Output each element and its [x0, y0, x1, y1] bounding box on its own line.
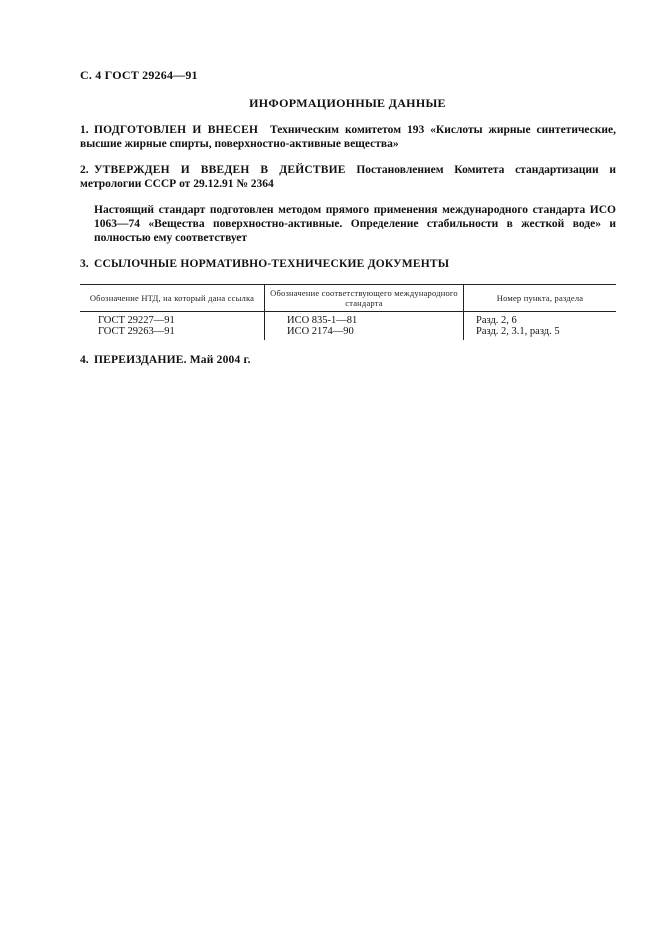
item-number: 1. [80, 124, 89, 136]
item-approved [80, 163, 616, 191]
references-table [80, 284, 616, 340]
header-ntd: Обозначение НТД, на который дана ссылка [80, 285, 265, 312]
cell-iso: ИСО 2174—90 [265, 326, 464, 340]
item-number: 2. [80, 164, 89, 176]
standard-note: Настоящий стандарт подготовлен методом прямого применения международного стандарта ИСО 1063—74 «Вещества поверхностно-активные. Определение стабильности в жесткой воде» и полностью ему соответствует [94, 204, 616, 244]
cell-ntd: ГОСТ 29263—91 [80, 326, 265, 340]
table-row [80, 312, 616, 327]
item-reissue [80, 353, 616, 367]
header-iso: Обозначение соответствующего международного стандарта [265, 285, 464, 312]
cell-section: Разд. 2, 3.1, разд. 5 [476, 326, 560, 337]
cell-iso: ИСО 835-1—81 [265, 312, 464, 327]
table-header-row [80, 285, 616, 312]
item-lead: ПЕРЕИЗДАНИЕ. Май 2004 г. [94, 354, 251, 366]
table-row [80, 326, 616, 340]
item-text: Техническим комитетом 193 «Кислоты жирные синтетические, высшие жирные спирты, поверхностно-активные вещества» [80, 124, 617, 150]
item-lead: УТВЕРЖДЕН И ВВЕДЕН В ДЕЙСТВИЕ [94, 164, 346, 176]
cell-section: Разд. 2, 6 [476, 315, 517, 326]
item-number: 3. [80, 258, 89, 270]
section-title: ИНФОРМАЦИОННЫЕ ДАННЫЕ [249, 96, 446, 110]
cell-ntd: ГОСТ 29227—91 [80, 312, 265, 327]
item-lead: ПОДГОТОВЛЕН И ВНЕСЕН [94, 124, 259, 136]
page-header: С. 4 ГОСТ 29264—91 [80, 68, 198, 82]
header-section: Номер пункта, раздела [464, 285, 617, 312]
item-lead: ССЫЛОЧНЫЕ НОРМАТИВНО-ТЕХНИЧЕСКИЕ ДОКУМЕНТЫ [94, 258, 450, 270]
item-references [80, 257, 616, 271]
item-number: 4. [80, 354, 89, 366]
item-prepared [80, 123, 616, 151]
item-text: Постановлением Комитета стандартизации и метрологии СССР от 29.12.91 № 2364 [80, 164, 617, 190]
